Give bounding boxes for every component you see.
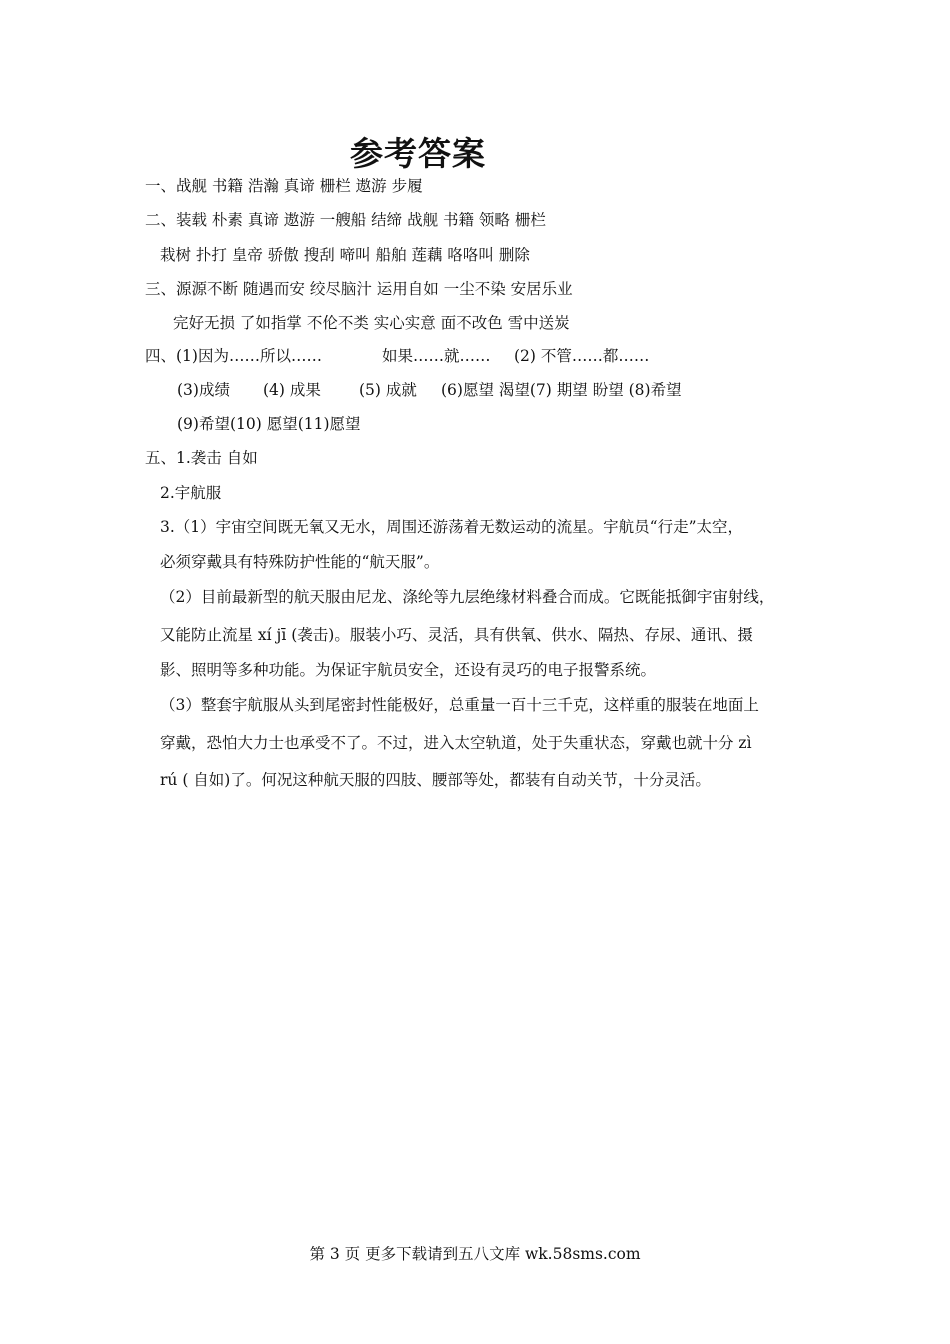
passage-line-4: 又能防止流星 xí jī (袭击)。服装小巧、灵活，具有供氧、供水、隔热、存尿、通讯、摄 (160, 626, 753, 644)
passage-line-7: 穿戴，恐怕大力士也承受不了。不过，进入太空轨道，处于失重状态，穿戴也就十分 zì (160, 734, 752, 752)
answer-section-4-item-5: (5) 成就 (359, 381, 417, 399)
passage-line-3: （2）目前最新型的航天服由尼龙、涤纶等九层绝缘材料叠合而成。它既能抵御宇宙射线， (160, 588, 775, 606)
answer-section-2-line-1: 二、装载 朴素 真谛 遨游 一艘船 结缔 战舰 书籍 领略 栅栏 (145, 211, 546, 229)
answer-section-4-item-3: (3)成绩 (177, 381, 230, 399)
page-footer: 第 3 页 更多下载请到五八文库 wk.58sms.com (309, 1245, 641, 1263)
answer-section-4-item-6-8: (6)愿望 渴望(7) 期望 盼望 (8)希望 (441, 381, 682, 399)
answer-section-2-line-2: 栽树 扑打 皇帝 骄傲 搜刮 啼叫 船舶 莲藕 咯咯叫 删除 (160, 246, 530, 264)
passage-line-2: 必须穿戴具有特殊防护性能的“航天服”。 (160, 553, 440, 571)
answer-section-4-item-2: (2) 不管……都…… (514, 347, 650, 365)
answer-section-4-item-1: 四、(1)因为……所以…… (145, 347, 322, 365)
answer-section-4-item-1b: 如果……就…… (382, 347, 491, 365)
answer-section-3-line-2: 完好无损 了如指掌 不伦不类 实心实意 面不改色 雪中送炭 (173, 314, 570, 332)
answer-section-3-line-1: 三、源源不断 随遇而安 绞尽脑汁 运用自如 一尘不染 安居乐业 (145, 280, 573, 298)
page-title: 参考答案 (350, 134, 486, 173)
passage-line-8: rú ( 自如)了。何况这种航天服的四肢、腰部等处，都装有自动关节，十分灵活。 (160, 771, 711, 789)
passage-line-5: 影、照明等多种功能。为保证宇航员安全，还设有灵巧的电子报警系统。 (160, 661, 657, 679)
passage-line-1: 3.（1）宇宙空间既无氧又无水，周围还游荡着无数运动的流星。宇航员“行走”太空， (160, 518, 744, 536)
answer-section-1-line-1: 一、战舰 书籍 浩瀚 真谛 栅栏 遨游 步履 (145, 177, 423, 195)
answer-section-5-line-2: 2.宇航服 (160, 484, 222, 502)
answer-section-4-item-9-11: (9)希望(10) 愿望(11)愿望 (177, 415, 361, 433)
answer-section-4-item-4: (4) 成果 (263, 381, 321, 399)
answer-section-5-line-1: 五、1.袭击 自如 (145, 449, 258, 467)
passage-line-6: （3）整套宇航服从头到尾密封性能极好，总重量一百十三千克，这样重的服装在地面上 (160, 696, 759, 714)
